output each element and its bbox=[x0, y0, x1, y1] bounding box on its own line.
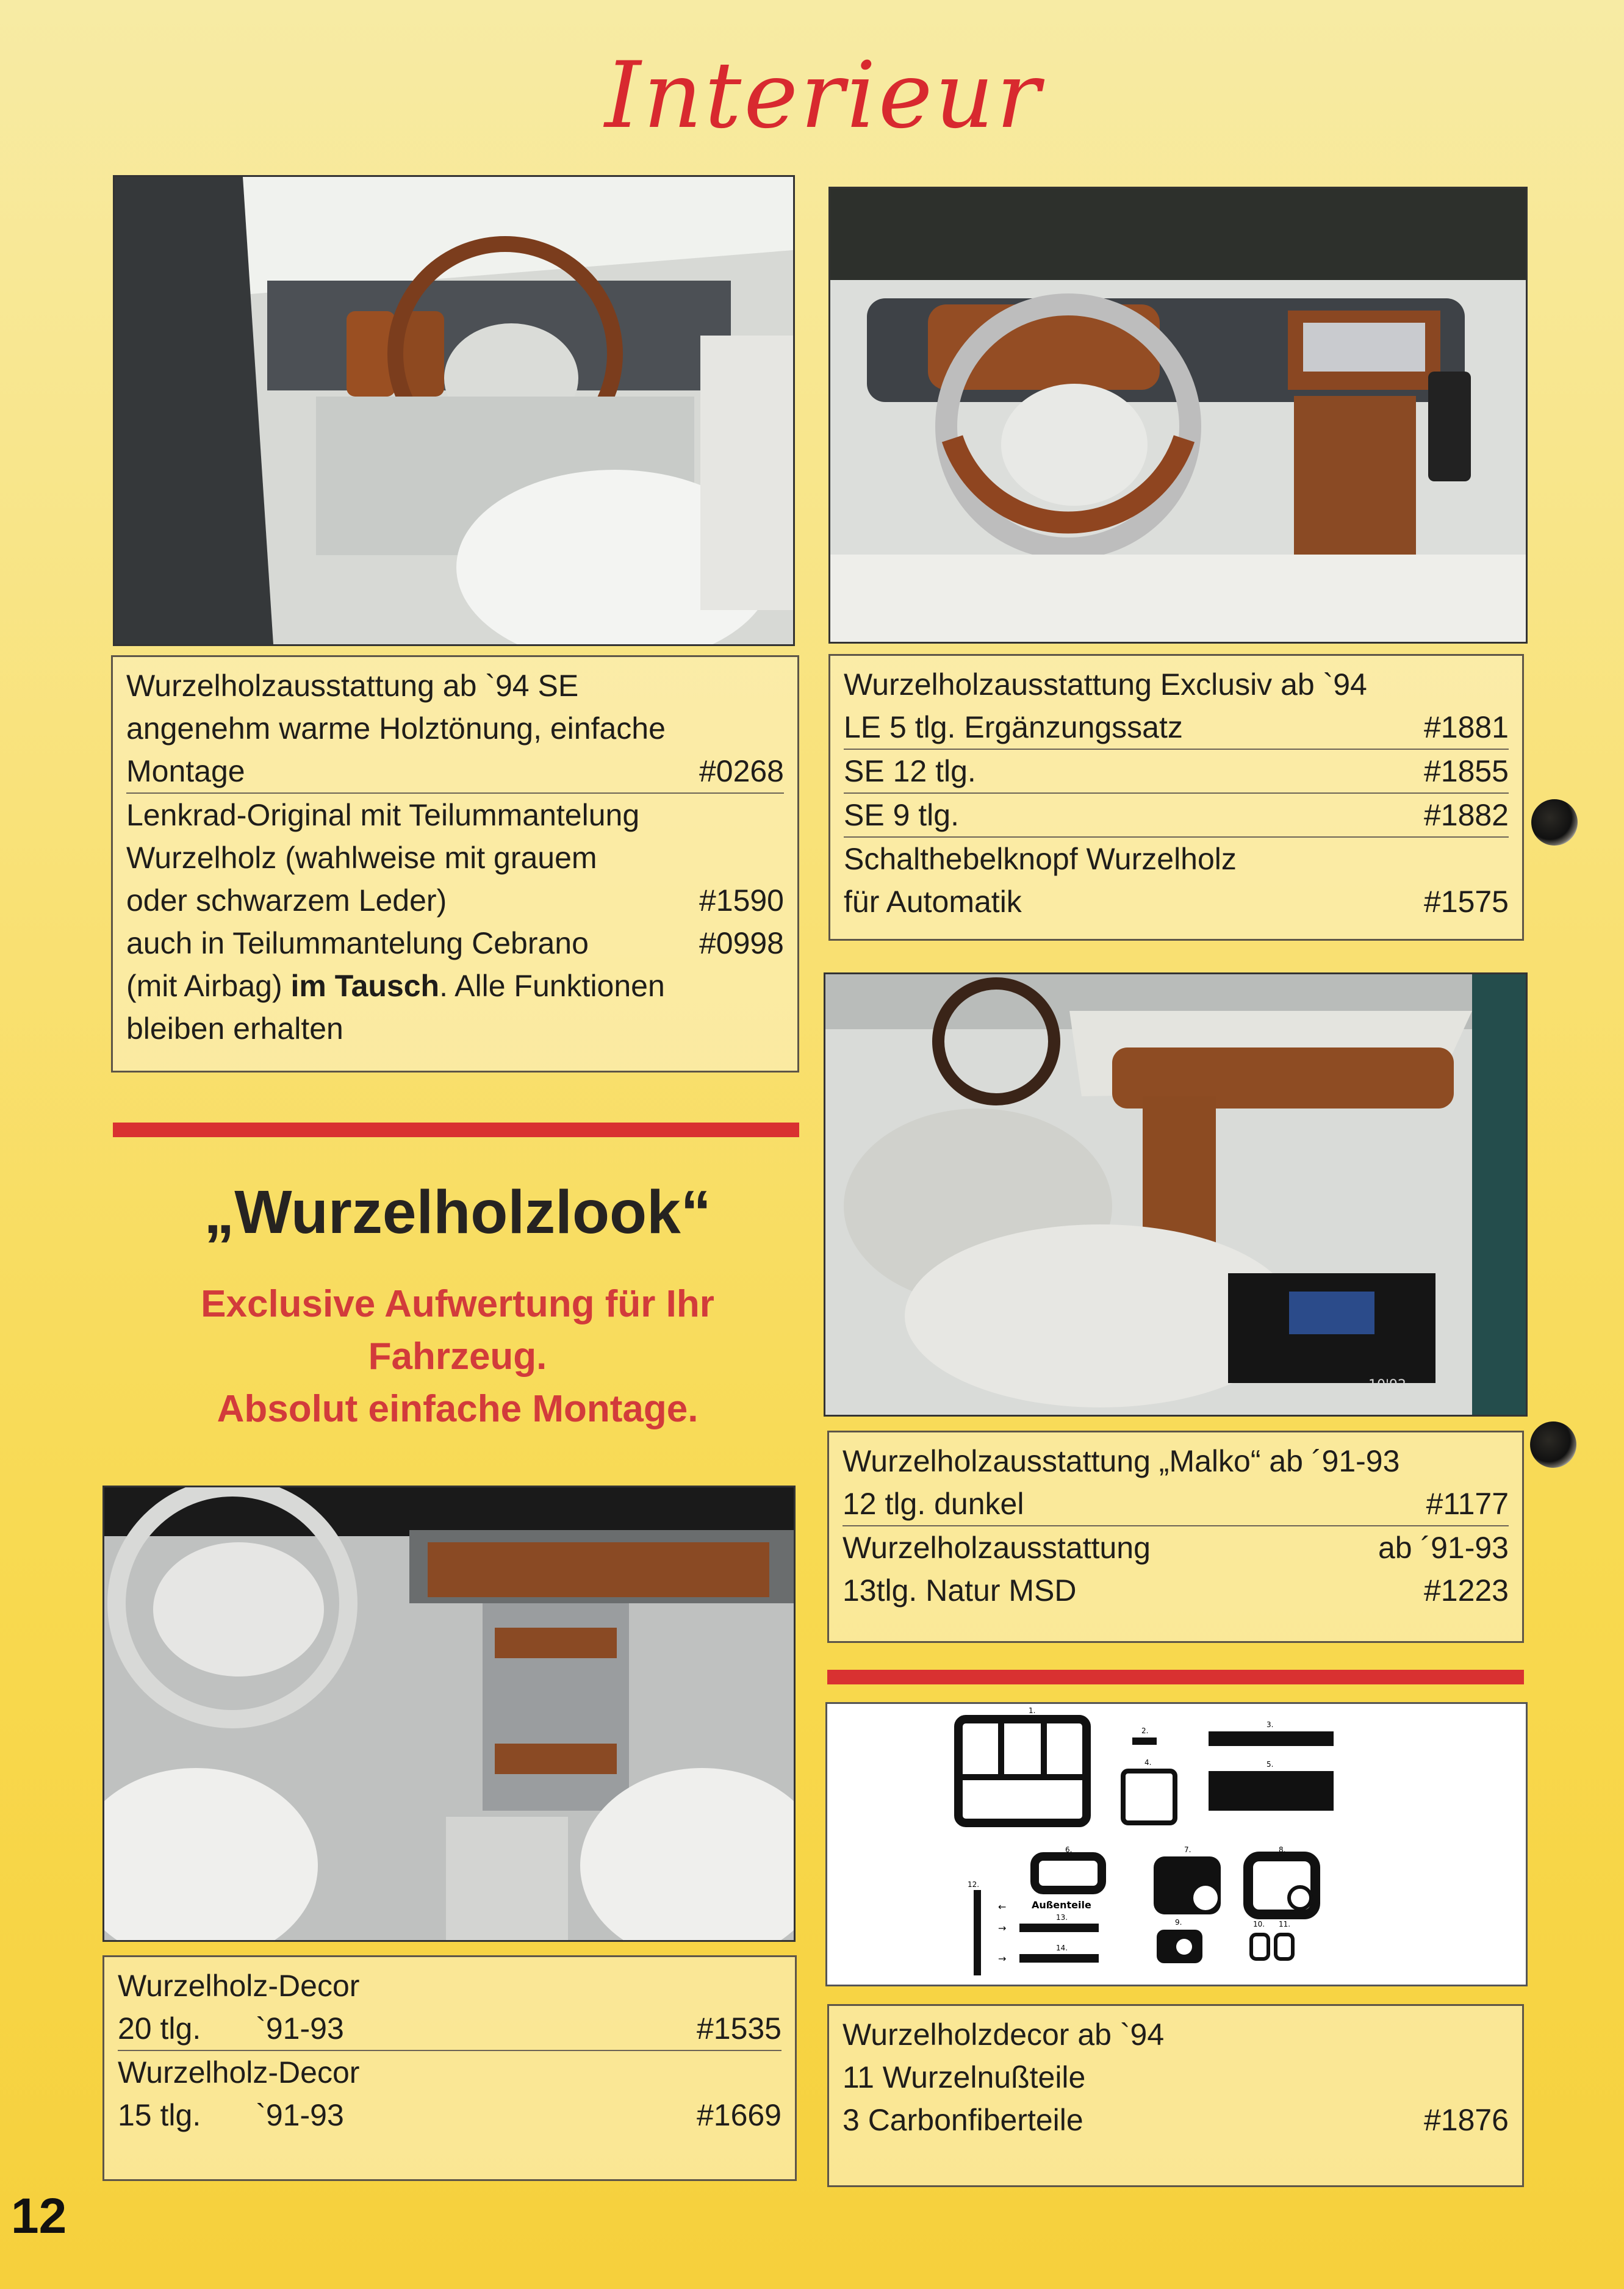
year-range: `91-93 bbox=[256, 2011, 344, 2046]
box1-line7: auch in Teilummantelung Cebrano bbox=[126, 926, 589, 960]
product-box-malko bbox=[827, 1431, 1524, 1643]
slogan-line1: Exclusive Aufwertung für Ihr Fahrzeug. bbox=[201, 1283, 714, 1378]
arrow-icon: → bbox=[998, 1922, 1007, 1934]
dashboard-interior-photo bbox=[113, 175, 795, 646]
article-number: #1590 bbox=[699, 883, 784, 918]
part-number: 6. bbox=[1065, 1845, 1072, 1854]
decor-parts-diagram bbox=[825, 1702, 1528, 1986]
part-number: 7. bbox=[1184, 1845, 1191, 1854]
svg-text:10'92: 10'92 bbox=[1368, 1378, 1407, 1393]
box3-line2: 12 tlg. dunkel bbox=[843, 1487, 1024, 1521]
box1-line4: Lenkrad-Original mit Teilummantelung bbox=[126, 798, 640, 832]
box2-line6: für Automatik bbox=[844, 885, 1022, 919]
box5-line2: 11 Wurzelnußteile bbox=[843, 2060, 1086, 2094]
binder-hole bbox=[1531, 799, 1578, 846]
box4-line4: 15 tlg. bbox=[118, 2098, 201, 2132]
product-box-decor bbox=[102, 1955, 797, 2181]
article-number: #1881 bbox=[1423, 710, 1509, 744]
part-number: 11. bbox=[1279, 1920, 1291, 1928]
article-number: #1882 bbox=[1423, 798, 1509, 832]
box3-line1: Wurzelholzausstattung „Malko“ ab ´91-93 bbox=[843, 1444, 1400, 1478]
part-number: 4. bbox=[1144, 1758, 1152, 1767]
box1-line8-end: . Alle Funktionen bbox=[439, 969, 665, 1003]
box2-line1: Wurzelholzausstattung Exclusiv ab `94 bbox=[844, 667, 1367, 702]
part-number: 10. bbox=[1253, 1920, 1265, 1928]
part-number: 14. bbox=[1056, 1944, 1068, 1952]
article-number: #0268 bbox=[699, 754, 784, 788]
divider-bar bbox=[113, 1123, 799, 1137]
part-number: 13. bbox=[1056, 1913, 1068, 1922]
box4-line2: 20 tlg. bbox=[118, 2011, 201, 2046]
article-number: #1575 bbox=[1423, 885, 1509, 919]
box2-line5: Schalthebelknopf Wurzelholz bbox=[844, 842, 1237, 876]
box3-line3: Wurzelholzausstattung bbox=[843, 1531, 1151, 1565]
box5-line1: Wurzelholzdecor ab `94 bbox=[843, 2018, 1165, 2052]
diagram-label: Außenteile bbox=[1032, 1899, 1091, 1911]
box2-line4: SE 9 tlg. bbox=[844, 798, 959, 832]
box1-line8-start: (mit Airbag) bbox=[126, 969, 291, 1003]
part-number: 1. bbox=[1029, 1706, 1036, 1715]
part-number: 5. bbox=[1267, 1760, 1274, 1769]
slogan bbox=[116, 1278, 799, 1436]
box1-line3: Montage bbox=[126, 754, 245, 788]
slogan-line2: Absolut einfache Montage. bbox=[217, 1388, 699, 1430]
part-number: 9. bbox=[1175, 1918, 1182, 1927]
arrow-icon: ← bbox=[998, 1901, 1007, 1913]
part-number: 12. bbox=[968, 1880, 980, 1889]
box1-line5: Wurzelholz (wahlweise mit grauem bbox=[126, 841, 597, 875]
box2-line3: SE 12 tlg. bbox=[844, 754, 976, 788]
section-heading: „Wurzelholzlook“ bbox=[204, 1178, 711, 1246]
article-number: #1535 bbox=[696, 2011, 781, 2046]
dashboard-closeup-photo bbox=[828, 187, 1528, 644]
page-number: 12 bbox=[11, 2188, 67, 2244]
article-number: #0998 bbox=[699, 926, 784, 960]
article-number: #1669 bbox=[696, 2098, 781, 2132]
divider-bar bbox=[827, 1670, 1524, 1684]
part-number: 8. bbox=[1279, 1845, 1286, 1854]
part-number: 3. bbox=[1267, 1720, 1274, 1729]
article-number: #1177 bbox=[1426, 1487, 1509, 1521]
page-title: Interieur bbox=[605, 43, 1043, 149]
box1-line8 bbox=[126, 965, 665, 1007]
center-console-photo bbox=[102, 1486, 796, 1942]
article-number: #1855 bbox=[1423, 754, 1509, 788]
article-number: #1876 bbox=[1423, 2103, 1509, 2137]
product-box-exclusiv bbox=[828, 654, 1524, 941]
box2-line2: LE 5 tlg. Ergänzungssatz bbox=[844, 710, 1183, 744]
product-box-wurzelholzdecor bbox=[827, 2004, 1524, 2187]
box1-line2: angenehm warme Holztönung, einfache bbox=[126, 711, 666, 746]
box3-line4: 13tlg. Natur MSD bbox=[843, 1573, 1077, 1608]
product-box-wurzelholz-se bbox=[111, 655, 799, 1073]
binder-hole bbox=[1530, 1421, 1576, 1468]
article-number: #1223 bbox=[1423, 1573, 1509, 1608]
box5-line3: 3 Carbonfiberteile bbox=[843, 2103, 1083, 2137]
passenger-side-photo bbox=[824, 972, 1528, 1417]
year-range: ab ´91-93 bbox=[1378, 1531, 1509, 1565]
arrow-icon: → bbox=[998, 1953, 1007, 1964]
part-number: 2. bbox=[1141, 1727, 1149, 1735]
box1-line1: Wurzelholzausstattung ab `94 SE bbox=[126, 669, 579, 703]
box4-line1: Wurzelholz-Decor bbox=[118, 1969, 360, 2003]
box1-line6: oder schwarzem Leder) bbox=[126, 883, 447, 918]
box1-line9: bleiben erhalten bbox=[126, 1012, 343, 1046]
year-range: `91-93 bbox=[256, 2098, 344, 2132]
box4-line3: Wurzelholz-Decor bbox=[118, 2055, 360, 2090]
box1-line8-bold: im Tausch bbox=[290, 969, 440, 1003]
